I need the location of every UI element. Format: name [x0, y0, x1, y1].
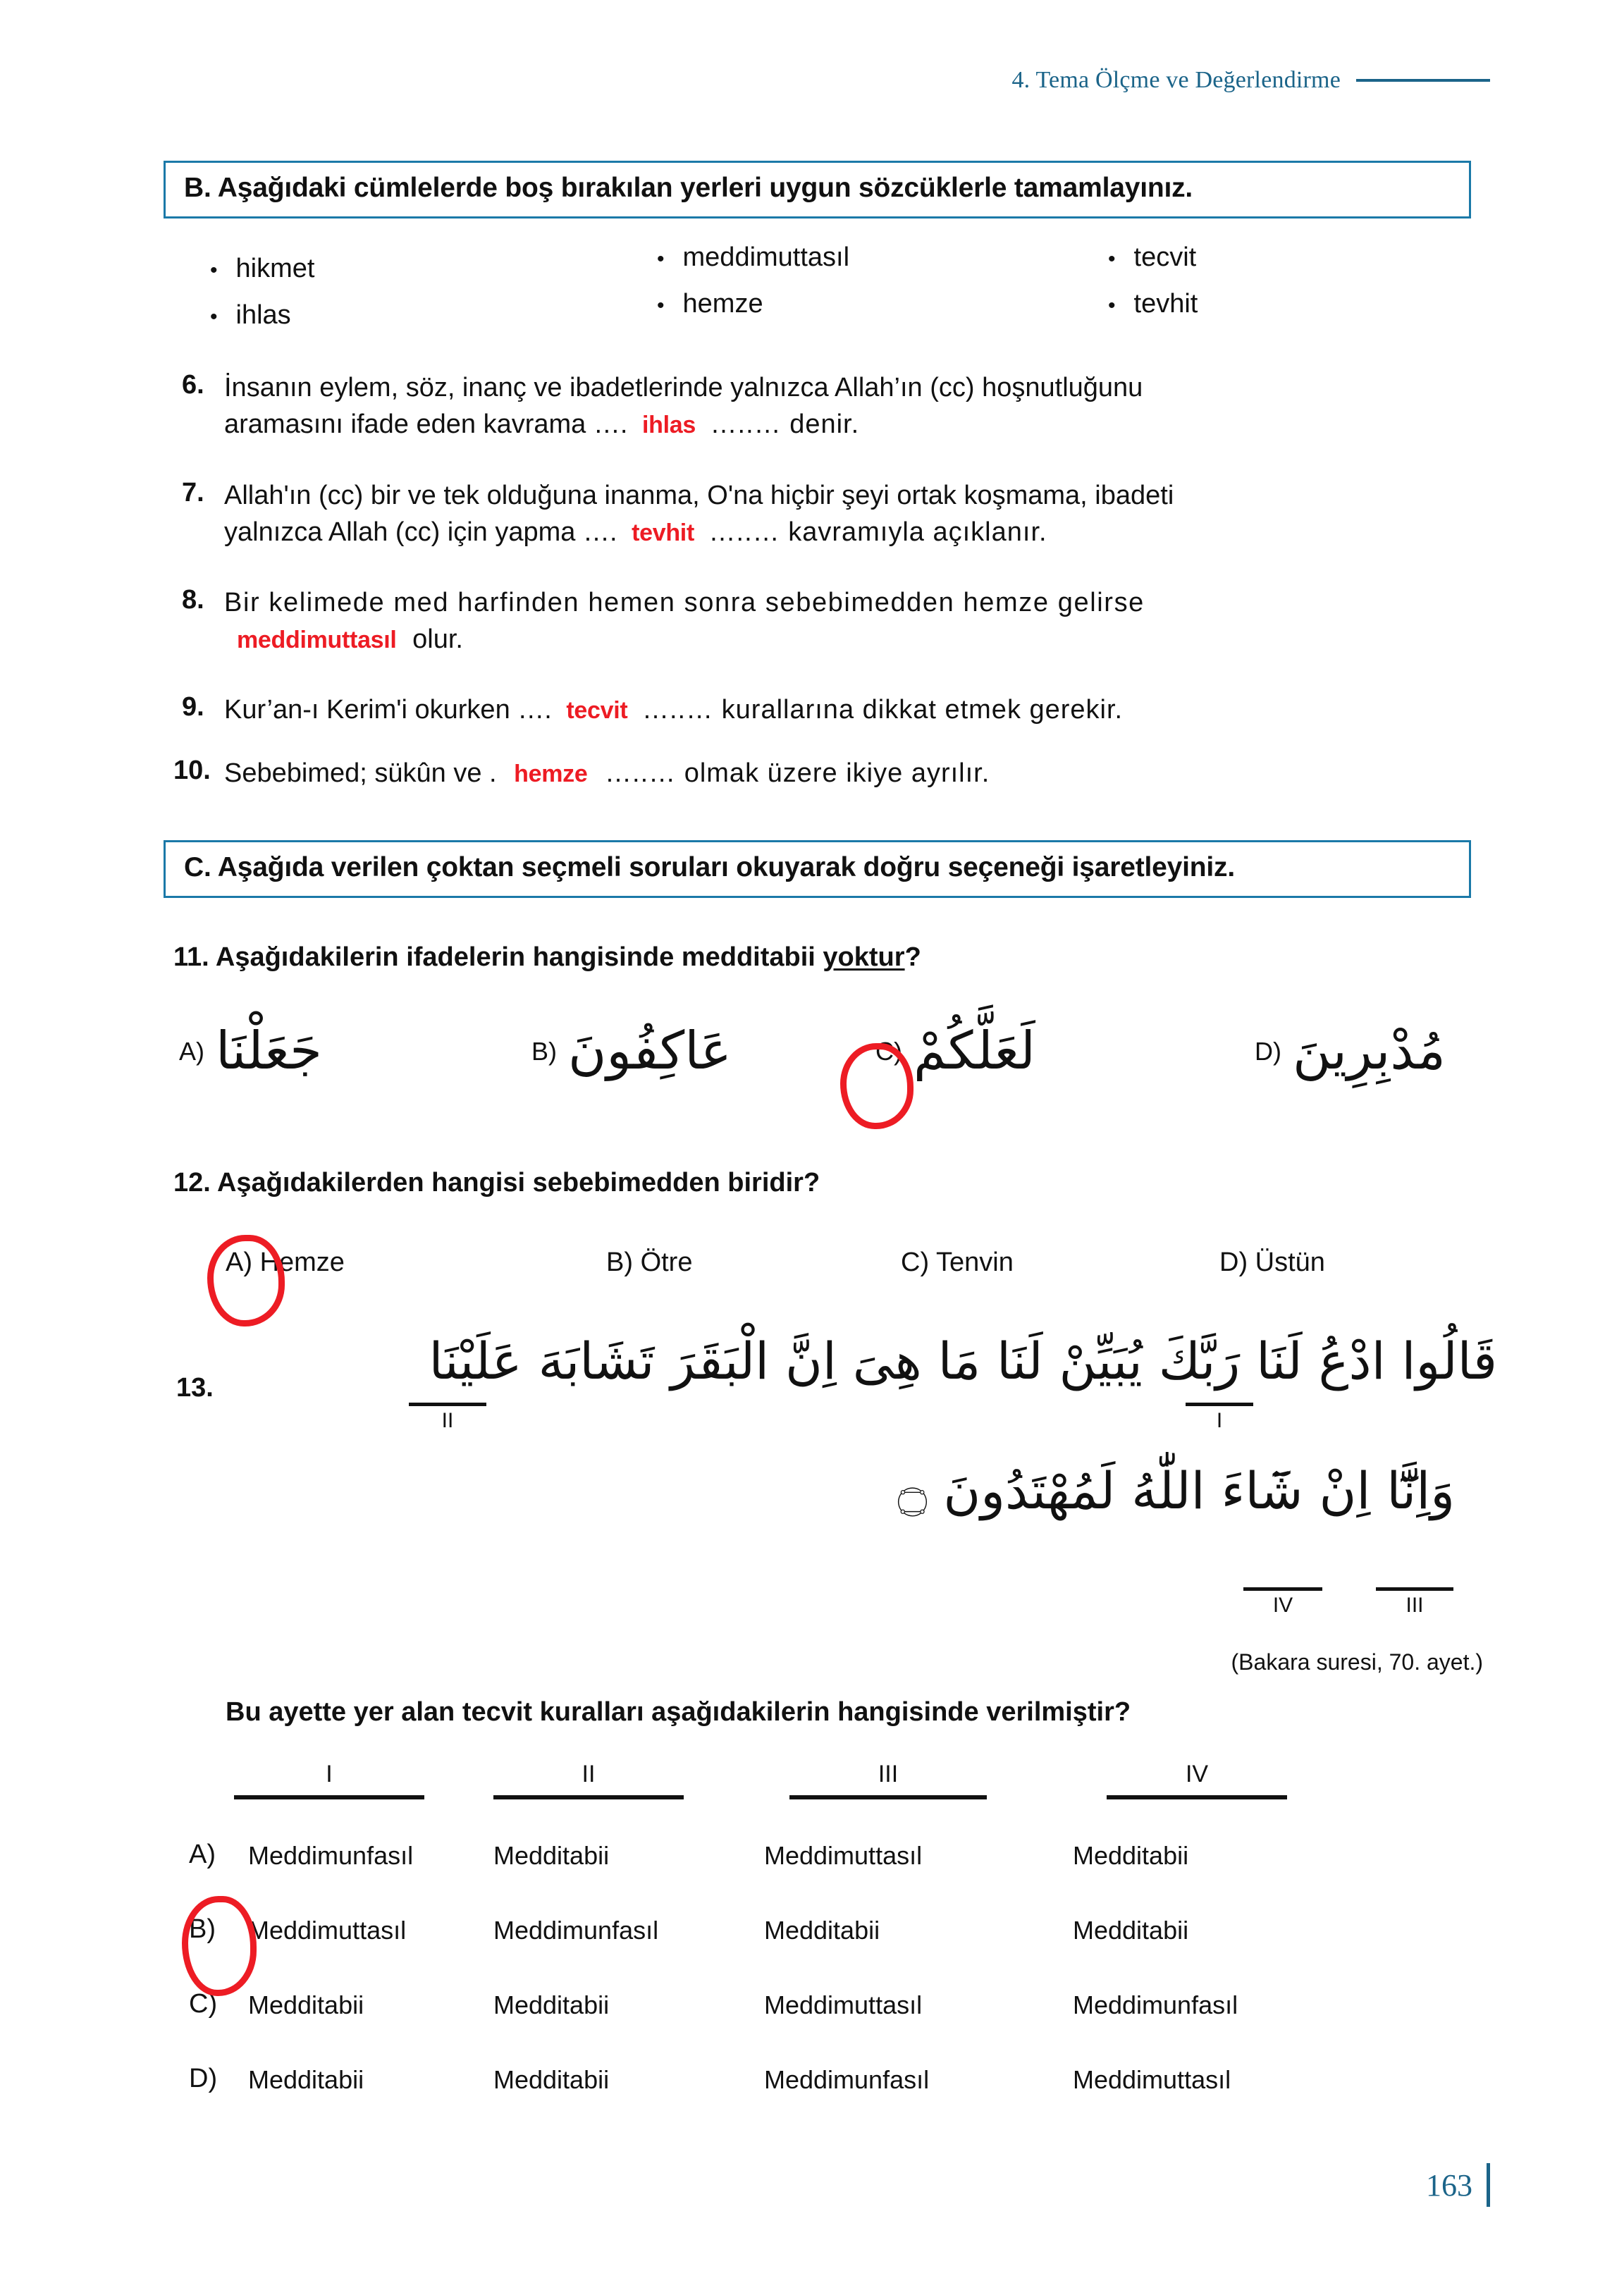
option-c-text: Tenvin [935, 1248, 1014, 1277]
page-number: 163 [1426, 2167, 1472, 2203]
matrix-column-rule [1107, 1795, 1287, 1799]
handwritten-answer-8: meddimuttasıl [237, 626, 397, 653]
option-c-arabic: لَعَلَّكُمْ [914, 1021, 1035, 1081]
question-line: Allah'ın (cc) bir ve tek olduğuna inanma, O'na hiçbir şeyi ortak koşmama, ibadeti [224, 481, 1174, 510]
matrix-cell: Medditabii [764, 1916, 880, 1945]
option-b-label: B) [606, 1248, 633, 1277]
verse-marker-rule [1243, 1587, 1322, 1591]
question-line [224, 756, 990, 792]
fill-in-question-9 [182, 692, 1472, 729]
option-d-q11[interactable] [1255, 1012, 1446, 1090]
question-13-verse-line-1: قَالُوا ادْعُ لَنَا رَبَّكَ يُبَيِّنْ لَنَا مَا هِىَ اِنَّ الْبَقَرَ تَشَابَهَ عَلَيْنَا [429, 1331, 1497, 1391]
option-b-label: B) [531, 1036, 557, 1066]
word-bank-label: tevhit [1133, 289, 1198, 319]
page-footer [1426, 2163, 1490, 2207]
matrix-row-label-d[interactable] [189, 2064, 217, 2094]
question-11-stem-underlined: yoktur [823, 942, 905, 972]
matrix-cell: Medditabii [248, 2065, 364, 2094]
option-d-label: D) [1219, 1248, 1248, 1277]
question-text-after: …..… kavramıyla açıklanır. [708, 517, 1047, 547]
matrix-column-rule [234, 1795, 424, 1799]
question-text-before: Sebebimed; sükûn ve . [224, 758, 497, 788]
verse-marker-label: IV [1272, 1594, 1293, 1617]
question-13-stem: Bu ayette yer alan tecvit kuralları aşağıdakilerin hangisinde verilmiştir? [226, 1697, 1131, 1727]
question-number: 10. [173, 756, 211, 785]
option-a-text: Hemze [259, 1248, 345, 1277]
option-a-arabic: جَعَلْنَا [216, 1021, 322, 1081]
question-line [224, 515, 1174, 551]
matrix-column-label: I [326, 1761, 333, 1787]
matrix-column-label: III [878, 1761, 899, 1787]
handwritten-answer-6: ihlas [641, 411, 696, 438]
matrix-cell: Medditabii [493, 1841, 610, 1870]
word-bank [164, 242, 1471, 340]
question-body [224, 756, 990, 792]
marked-answer-circle-q13-b [182, 1896, 257, 1996]
question-11-stem-after: ? [904, 942, 921, 972]
question-number: 6. [182, 370, 204, 400]
handwritten-answer-9: tecvit [566, 697, 628, 724]
question-11-stem [173, 942, 921, 973]
fill-in-question-6 [182, 370, 1472, 443]
matrix-cell: Medditabii [493, 2065, 610, 2094]
verse-marker-3 [1376, 1587, 1453, 1618]
matrix-column-rule [493, 1795, 684, 1799]
word-bank-label: ihlas [235, 300, 291, 330]
verse-marker-rule [409, 1403, 486, 1406]
option-c-label: C) [875, 1036, 902, 1066]
fill-in-question-8 [182, 585, 1472, 658]
running-head-text: 4. Tema Ölçme ve Değerlendirme [1011, 67, 1341, 93]
matrix-column-header-4 [1107, 1761, 1287, 1799]
question-body [224, 692, 1123, 729]
option-b-q12[interactable] [606, 1248, 692, 1278]
matrix-row-label-c[interactable] [189, 1989, 217, 2019]
question-text-after: …..… denir. [710, 409, 860, 439]
running-head [1011, 67, 1490, 94]
word-bank-item [657, 242, 849, 273]
question-text-before: aramasını ifade eden kavrama …. [224, 409, 628, 439]
option-d-label: D) [1255, 1036, 1281, 1066]
question-text-after: …..… olmak üzere ikiye ayrılır. [605, 758, 990, 788]
option-d-text: Üstün [1255, 1248, 1325, 1277]
option-b-text: Ötre [640, 1248, 693, 1277]
section-c-banner [164, 840, 1471, 898]
option-b-arabic: عَاكِفُونَ [568, 1021, 732, 1081]
page-number-rule [1487, 2163, 1490, 2207]
bullet-icon: • [1108, 294, 1116, 317]
option-c-q11[interactable] [875, 1012, 1035, 1090]
matrix-column-header-3 [789, 1761, 987, 1799]
matrix-row-letter: D) [189, 2064, 218, 2093]
word-bank-item [657, 289, 763, 319]
word-bank-label: tecvit [1133, 242, 1197, 272]
question-body [224, 585, 1145, 658]
verse-marker-4 [1243, 1587, 1322, 1618]
matrix-cell: Meddimuttasıl [1073, 2065, 1231, 2094]
matrix-cell: Meddimuttasıl [248, 1916, 407, 1945]
option-d-q12[interactable] [1219, 1248, 1325, 1278]
verse-marker-label: I [1216, 1409, 1223, 1432]
question-line [224, 407, 1143, 443]
matrix-row-letter: A) [189, 1840, 216, 1869]
option-a-label: A) [179, 1036, 204, 1066]
section-b-banner [164, 161, 1471, 218]
question-line: Bir kelimede med harfinden hemen sonra sebebimedden hemze gelirse [224, 588, 1145, 617]
fill-in-question-10 [173, 756, 1463, 792]
handwritten-answer-7: tevhit [632, 519, 694, 546]
question-line: İnsanın eylem, söz, inanç ve ibadetlerinde yalnızca Allah’ın (cc) hoşnutluğunu [224, 373, 1143, 402]
matrix-row-letter: C) [189, 1989, 218, 2019]
matrix-column-rule [789, 1795, 987, 1799]
bullet-icon: • [1108, 247, 1116, 271]
matrix-cell: Meddimunfasıl [493, 1916, 659, 1945]
question-line [224, 692, 1123, 729]
matrix-cell: Medditabii [493, 1990, 610, 2019]
option-d-arabic: مُدْبِرِينَ [1293, 1021, 1446, 1081]
verse-marker-label: III [1405, 1594, 1424, 1617]
verse-marker-1 [1186, 1403, 1253, 1433]
bullet-icon: • [210, 259, 218, 282]
question-11-options [164, 1008, 1471, 1128]
question-number: 7. [182, 478, 204, 507]
running-head-rule [1356, 79, 1490, 82]
matrix-cell: Meddimunfasıl [1073, 1990, 1238, 2019]
matrix-cell: Medditabii [1073, 1916, 1189, 1945]
matrix-column-label: IV [1185, 1761, 1209, 1787]
question-text-after: olur. [412, 624, 463, 654]
word-bank-item [210, 300, 291, 331]
verse-citation: (Bakara suresi, 70. ayet.) [1231, 1649, 1483, 1675]
question-number: 8. [182, 585, 204, 615]
question-body [224, 478, 1174, 550]
matrix-cell: Meddimunfasıl [248, 1841, 414, 1870]
verse-marker-rule [1376, 1587, 1453, 1591]
question-text-before: Kur’an-ı Kerim'i okurken …. [224, 695, 552, 725]
question-line [224, 622, 1145, 658]
question-12-stem: 12. Aşağıdakilerden hangisi sebebimedden biridir? [173, 1168, 820, 1198]
matrix-row-letter: B) [189, 1914, 216, 1944]
fill-in-question-7 [182, 478, 1472, 550]
matrix-cell: Medditabii [248, 1990, 364, 2019]
handwritten-answer-10: hemze [514, 761, 588, 787]
option-b-q11[interactable] [531, 1012, 732, 1090]
bullet-icon: • [657, 294, 665, 317]
question-13-verse-line-2: وَاِنَّٓا اِنْ شَٓاءَ اللّٰهُ لَمُهْتَدُونَ ۝ [897, 1461, 1455, 1520]
matrix-row-label-b[interactable] [189, 1914, 216, 1945]
question-number: 9. [182, 692, 204, 722]
option-a-label: A) [226, 1248, 252, 1277]
matrix-cell: Medditabii [1073, 1841, 1189, 1870]
matrix-column-header-1 [234, 1761, 424, 1799]
question-text-before: yalnızca Allah (cc) için yapma …. [224, 517, 617, 547]
question-body [224, 370, 1143, 443]
word-bank-item [210, 254, 314, 284]
question-13-number: 13. [176, 1373, 214, 1403]
option-c-label: C) [901, 1248, 930, 1277]
verse-marker-label: II [441, 1409, 454, 1432]
option-a-q12[interactable] [226, 1248, 345, 1278]
matrix-column-label: II [582, 1761, 596, 1787]
word-bank-label: hikmet [235, 254, 315, 283]
section-b-heading: B. Aşağıdaki cümlelerde boş bırakılan yerleri uygun sözcüklerle tamamlayınız. [184, 173, 1193, 203]
word-bank-item [1108, 242, 1196, 273]
word-bank-item [1108, 289, 1198, 319]
question-11-stem-before: 11. Aşağıdakilerin ifadelerin hangisinde medditabii [173, 942, 823, 972]
matrix-cell: Meddimuttasıl [764, 1990, 923, 2019]
section-c-heading: C. Aşağıda verilen çoktan seçmeli soruları okuyarak doğru seçeneği işaretleyiniz. [184, 852, 1235, 882]
word-bank-label: meddimuttasıl [682, 242, 850, 272]
option-a-q11[interactable] [179, 1012, 322, 1090]
question-text-after: …..… kurallarına dikkat etmek gerekir. [641, 695, 1124, 725]
matrix-row-label-a[interactable] [189, 1840, 216, 1870]
verse-marker-2 [409, 1403, 486, 1433]
bullet-icon: • [210, 305, 218, 328]
matrix-cell: Meddimuttasıl [764, 1841, 923, 1870]
word-bank-label: hemze [682, 289, 763, 319]
verse-marker-rule [1186, 1403, 1253, 1406]
matrix-cell: Meddimunfasıl [764, 2065, 930, 2094]
option-c-q12[interactable] [901, 1248, 1014, 1278]
bullet-icon: • [657, 247, 665, 271]
matrix-column-header-2 [493, 1761, 684, 1799]
